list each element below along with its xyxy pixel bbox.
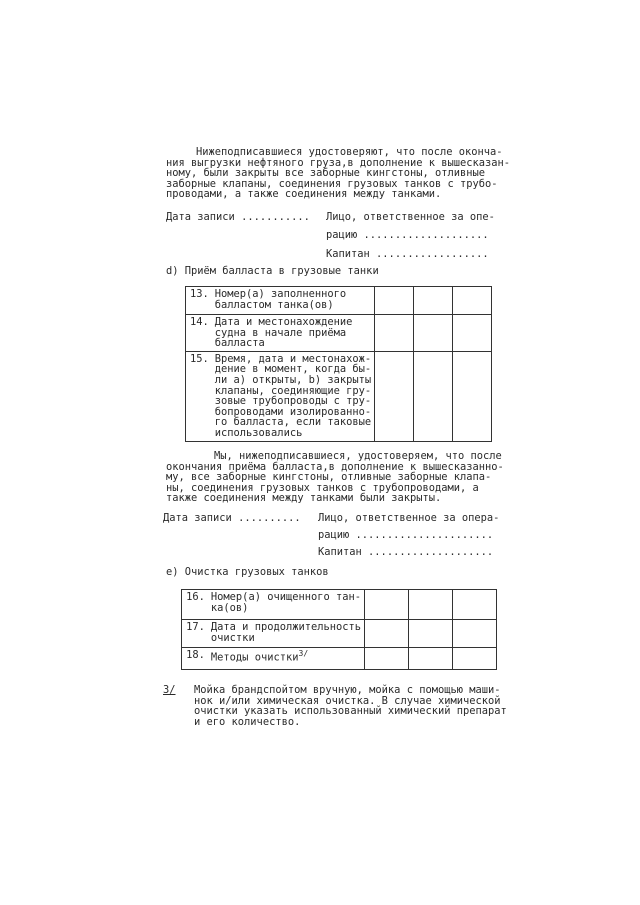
text-line: ному, были закрыты все заборные кингстоны, отливные <box>166 167 486 180</box>
entry-cell[interactable] <box>365 648 409 670</box>
entry-cell[interactable] <box>409 648 453 670</box>
row-label-line: Дата и продолжительность <box>210 621 362 633</box>
row-label <box>212 287 375 315</box>
row-label-line: дение в момент, когда бы- <box>214 363 372 376</box>
row-number: 15. <box>186 351 212 441</box>
master-signature-line: Капитан .................... <box>318 546 494 558</box>
text-line: нок и/или химическая очистка. В случае химической <box>194 694 501 707</box>
row-label-line: Методы очистки <box>210 651 299 664</box>
entry-cell[interactable] <box>453 351 492 441</box>
entry-cell[interactable] <box>452 648 496 670</box>
entry-cell[interactable] <box>414 287 453 315</box>
footnote-text <box>194 685 507 727</box>
row-label <box>212 351 375 441</box>
row-label-line: ли а) открыты, b) закрыты <box>214 374 372 387</box>
row-number: 16. <box>182 590 208 620</box>
record-date-label: Дата записи .......... <box>163 512 301 524</box>
entry-cell[interactable] <box>409 620 453 648</box>
entry-cell[interactable] <box>365 620 409 648</box>
row-label <box>208 590 365 620</box>
row-label-line: судна в начале приёма <box>214 326 347 339</box>
record-date-label: Дата записи ........... <box>166 211 310 223</box>
entry-cell[interactable] <box>375 315 414 352</box>
row-label-line: зовые трубопроводы с тру- <box>214 395 372 408</box>
row-label-line: Дата и местонахождение <box>214 316 353 328</box>
entry-cell[interactable] <box>452 590 496 620</box>
text-line: ния выгрузки нефтяного груза,в дополнение к вышесказан- <box>166 156 511 169</box>
ballast-table <box>185 286 492 442</box>
row-label-line: балластом танка(ов) <box>214 298 334 311</box>
text-line: му, все заборные кингстоны, отливные заборные клапа- <box>166 471 492 484</box>
entry-cell[interactable] <box>375 351 414 441</box>
table-row <box>186 351 492 441</box>
row-label-line: балласта <box>214 337 265 350</box>
table-row <box>186 287 492 315</box>
entry-cell[interactable] <box>453 287 492 315</box>
tank-cleaning-table <box>181 589 497 670</box>
row-number: 13. <box>186 287 212 315</box>
row-label-line: бопроводами изолированно- <box>214 405 372 418</box>
entry-cell[interactable] <box>452 620 496 648</box>
officer-in-charge-signature-line: рацию .................... <box>326 229 489 241</box>
row-number: 14. <box>186 315 212 352</box>
officer-in-charge-label: Лицо, ответственное за опера- <box>318 512 500 524</box>
row-number: 18. <box>182 648 208 670</box>
text-line: ны, соединения грузовых танков с трубопроводами, а <box>166 481 479 494</box>
text-line: Мойка брандспойтом вручную, мойка с помощью маши- <box>194 684 501 696</box>
row-label-line: Номер(а) очищенного тан- <box>210 591 362 603</box>
row-label-line: клапаны, соединяющие гру- <box>214 384 372 397</box>
text-line: Нижеподписавшиеся удостоверяют, что после оконча- <box>196 146 503 158</box>
entry-cell[interactable] <box>365 590 409 620</box>
officer-in-charge-label: Лицо, ответственное за опе- <box>326 211 495 223</box>
row-label-line: Номер(а) заполненного <box>214 288 347 300</box>
row-label-line: использовались <box>214 427 303 440</box>
row-label-line: Время, дата и местонахож- <box>214 352 372 365</box>
row-label <box>208 648 365 670</box>
entry-cell[interactable] <box>414 351 453 441</box>
table-row <box>182 648 497 670</box>
table-row <box>182 590 497 620</box>
text-line: проводами, а также соединения между танками. <box>166 188 442 201</box>
row-label-line: очистки <box>210 631 255 644</box>
ballast-paragraph <box>166 451 504 504</box>
entry-cell[interactable] <box>375 287 414 315</box>
section-d-heading: d) Приём балласта в грузовые танки <box>166 265 379 277</box>
table-row <box>186 315 492 352</box>
footnote-reference: 3/ <box>298 649 309 658</box>
section-e-heading: e) Очистка грузовых танков <box>166 566 329 578</box>
master-signature-line: Капитан .................. <box>326 248 489 260</box>
officer-in-charge-signature-line: рацию ...................... <box>318 529 494 541</box>
row-label <box>212 315 375 352</box>
entry-cell[interactable] <box>453 315 492 352</box>
table-row <box>182 620 497 648</box>
text-line: Мы, нижеподписавшиеся, удостоверяем, что после <box>214 450 502 462</box>
text-line: заборные клапаны, соединения грузовых танков с трубо- <box>166 177 498 190</box>
row-label <box>208 620 365 648</box>
row-number: 17. <box>182 620 208 648</box>
text-line: также соединения между танками были закрыты. <box>166 492 442 505</box>
text-line: окончания приёма балласта,в дополнение к вышесказанно- <box>166 460 504 473</box>
entry-cell[interactable] <box>409 590 453 620</box>
text-line: и его количество. <box>194 715 301 728</box>
entry-cell[interactable] <box>414 315 453 352</box>
intro-paragraph <box>166 147 510 200</box>
row-label-line: ка(ов) <box>210 601 249 614</box>
text-line: очистки указать использованный химический препарат <box>194 705 507 718</box>
footnote-marker: 3/ <box>163 684 176 696</box>
row-label-line: го балласта, если таковые <box>214 416 372 429</box>
